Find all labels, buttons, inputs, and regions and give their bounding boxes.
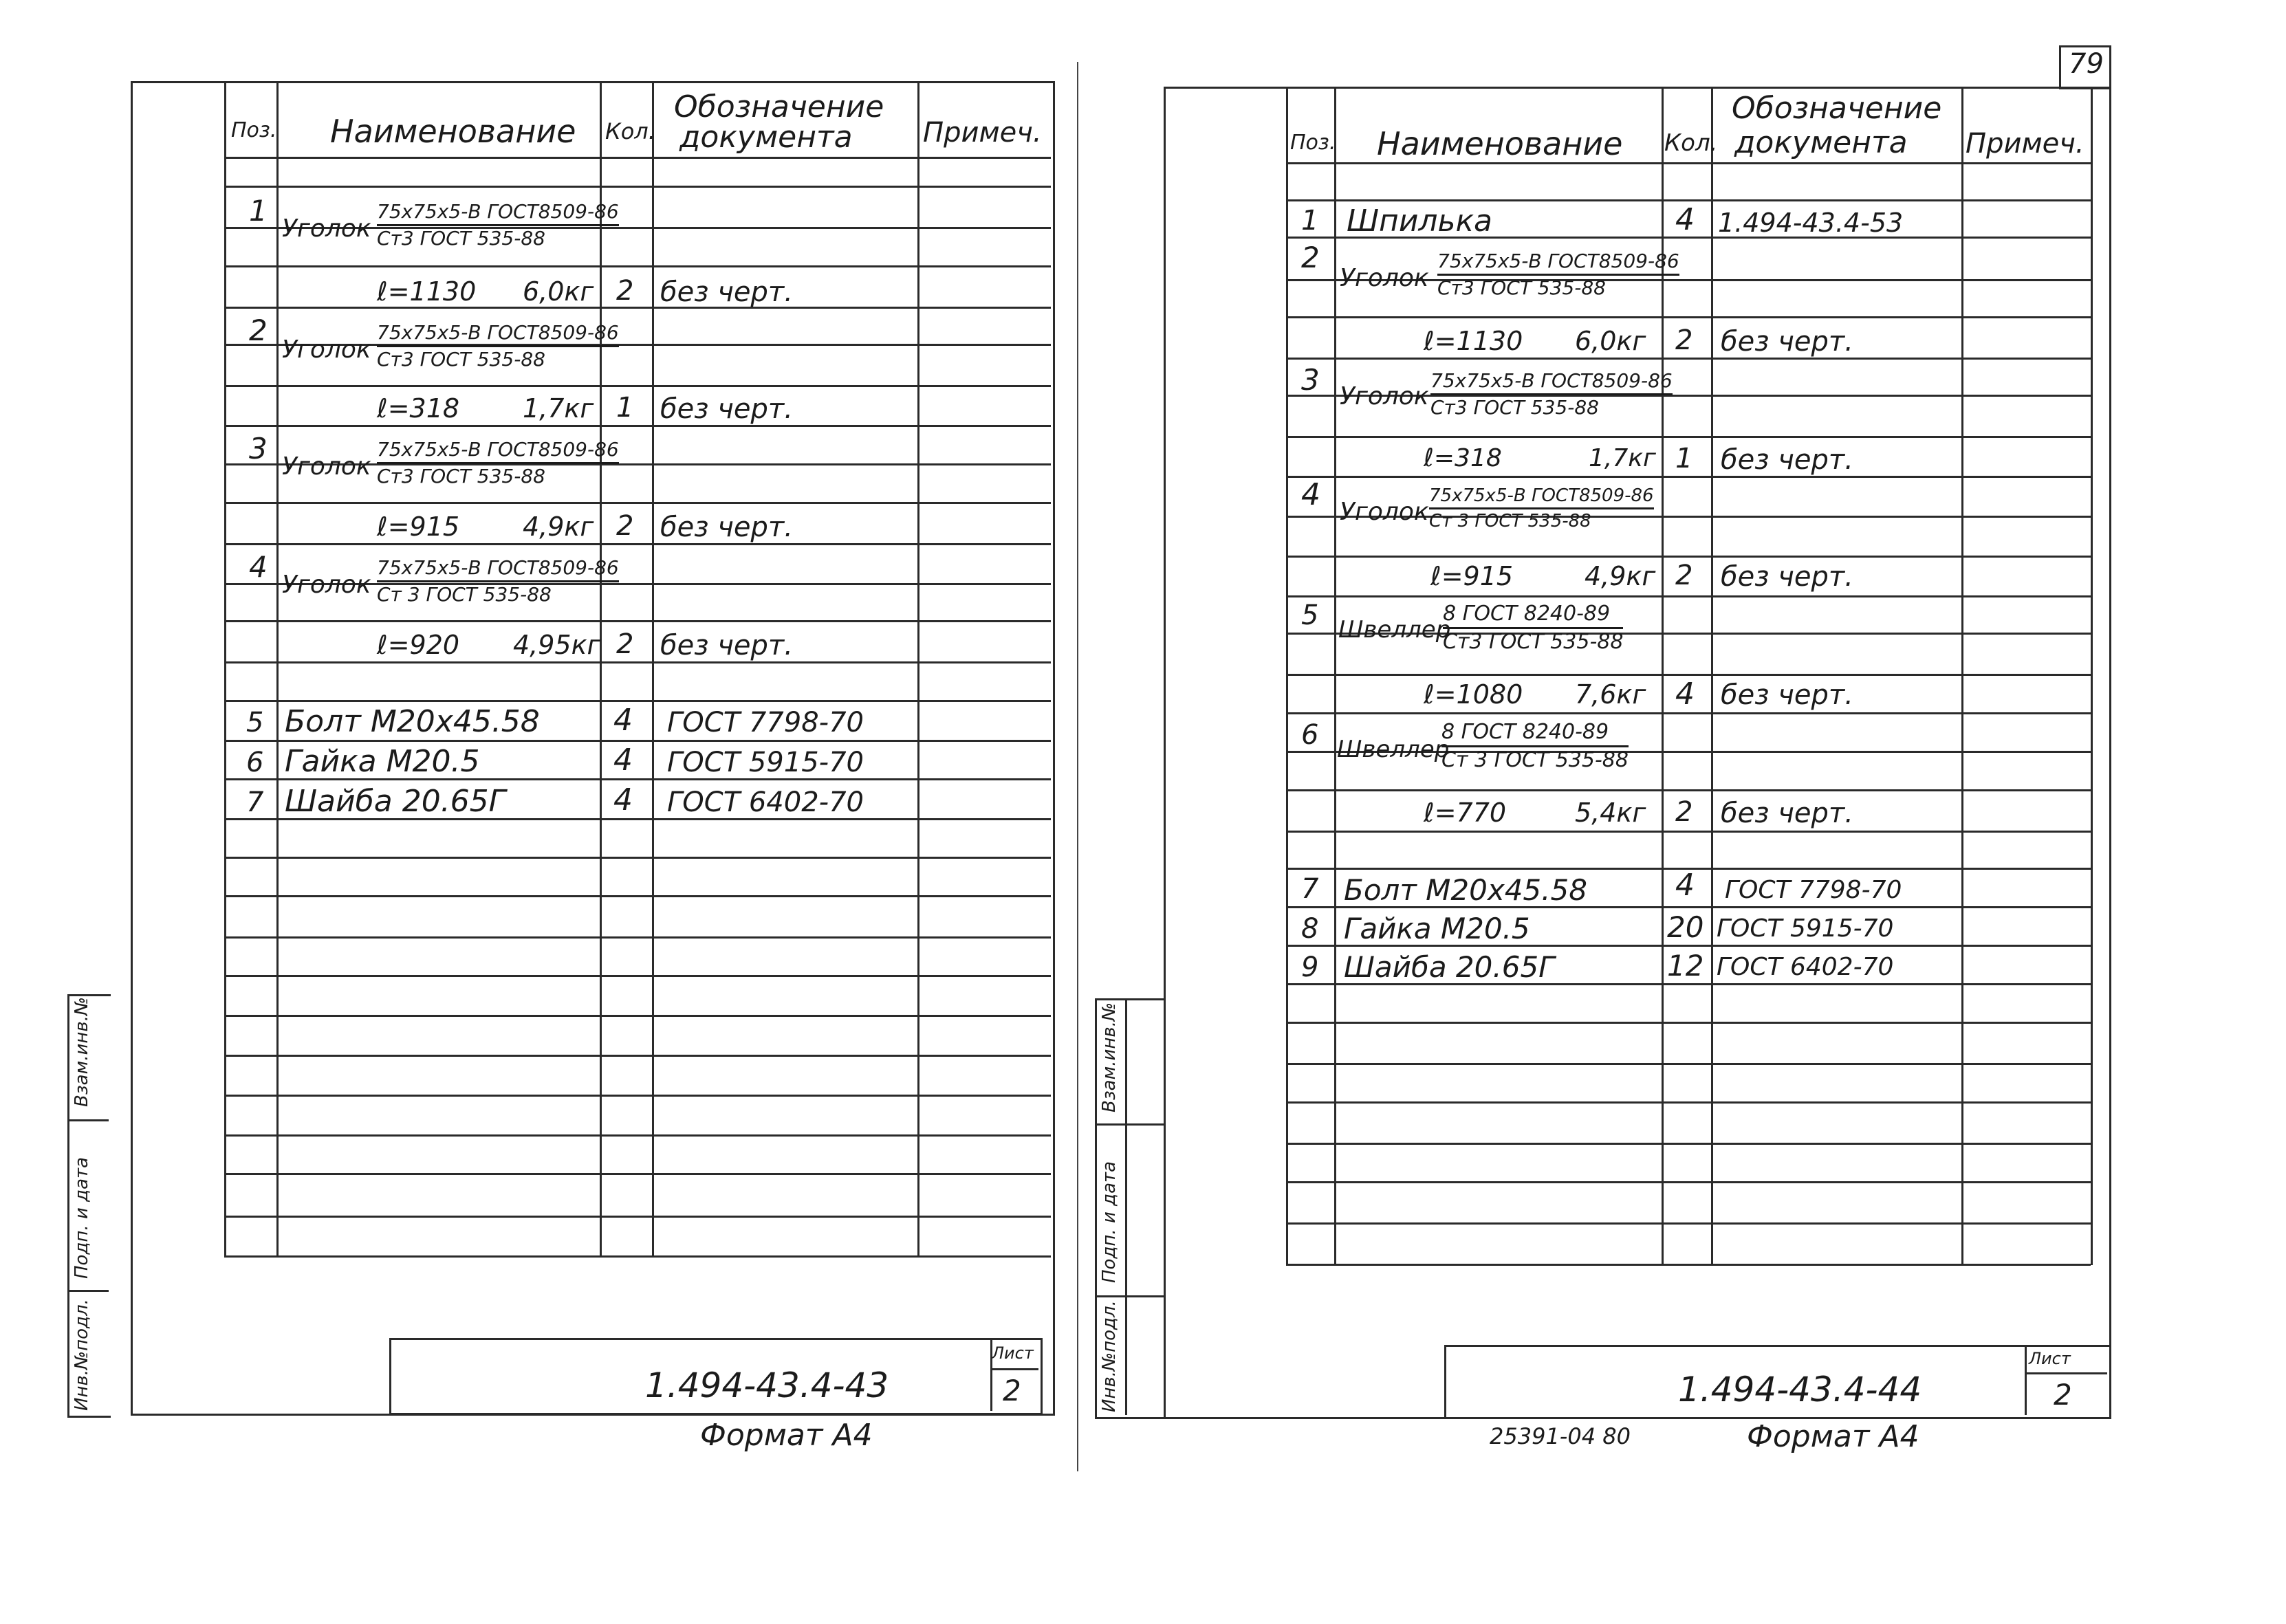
- left-header-pos: Поз.: [231, 118, 277, 142]
- pos-number: 8: [1301, 913, 1319, 945]
- right-row-line: [1286, 556, 2091, 558]
- left-row-line: [224, 857, 1051, 859]
- document-ref: ГОСТ 5915-70: [1717, 914, 1894, 943]
- document-ref: ГОСТ 7798-70: [667, 707, 864, 738]
- left-row-line: [224, 1095, 1051, 1097]
- item-fraction: [377, 202, 619, 248]
- profile-spec: 8 ГОСТ 8240-89: [1441, 722, 1629, 747]
- left-header-name: Наименование: [330, 113, 576, 150]
- item-name: Уголок: [1340, 498, 1429, 526]
- item-name: Уголок: [282, 571, 371, 599]
- document-ref: без черт.: [660, 512, 793, 543]
- right-side-strip-divider: [1095, 1123, 1164, 1126]
- right-col-line: [2091, 87, 2093, 1265]
- left-col-line: [652, 81, 654, 1257]
- left-side-orig-label: Инв.№подл.: [72, 1299, 92, 1411]
- mass: 6,0кг: [1575, 326, 1646, 356]
- left-header-note: Примеч.: [923, 117, 1042, 149]
- item-name: Уголок: [282, 215, 371, 243]
- right-sheet-number: 2: [2054, 1378, 2072, 1412]
- left-side-inv-label: Взам.инв.№: [72, 997, 92, 1107]
- pos-number: 5: [246, 707, 264, 738]
- item-name: Уголок: [1340, 382, 1429, 410]
- right-side-strip-divider: [1095, 1295, 1164, 1297]
- item-fraction: [1429, 487, 1654, 530]
- right-row-line: [1286, 199, 2091, 201]
- pos-number: 6: [1301, 719, 1319, 751]
- item-name: Болт М20х45.58: [1344, 873, 1587, 907]
- item-name: Шпилька: [1347, 204, 1493, 239]
- steel-grade: Ст3 ГОСТ 535-88: [377, 465, 545, 487]
- right-row-line: [1286, 1101, 2091, 1104]
- right-row-line: [1286, 162, 2091, 164]
- item-name: Швеллер: [1337, 736, 1450, 763]
- pos-number: 7: [246, 787, 264, 818]
- left-row-line: [224, 502, 1051, 504]
- quantity: 1: [1675, 443, 1693, 474]
- right-header-qty: Кол.: [1664, 129, 1718, 157]
- mass: 4,9кг: [1585, 561, 1656, 591]
- mass: 4,9кг: [523, 512, 594, 542]
- document-ref: без черт.: [1721, 679, 1853, 711]
- quantity: 2: [1675, 796, 1693, 828]
- right-row-line: [1286, 789, 2091, 791]
- document-ref: без черт.: [1721, 561, 1853, 593]
- item-fraction: [1430, 371, 1673, 417]
- right-header-name: Наименование: [1377, 125, 1623, 162]
- page-number: 79: [2069, 48, 2104, 80]
- document-ref: ГОСТ 6402-70: [1717, 953, 1894, 981]
- left-row-line: [224, 1134, 1051, 1137]
- right-header-pos: Поз.: [1290, 131, 1336, 155]
- document-ref: ГОСТ 6402-70: [667, 787, 864, 818]
- steel-grade: Ст3 ГОСТ 535-88: [1437, 276, 1606, 299]
- length: ℓ=920: [377, 630, 460, 660]
- steel-grade: Ст3 ГОСТ 535-88: [1443, 630, 1624, 654]
- left-row-line: [224, 307, 1051, 309]
- left-row-line: [224, 1173, 1051, 1175]
- steel-grade: Ст 3 ГОСТ 535-88: [1429, 511, 1591, 531]
- document-ref: без черт.: [1721, 444, 1853, 476]
- length: ℓ=915: [1430, 561, 1514, 591]
- left-row-line: [224, 543, 1051, 545]
- profile-spec: 75х75х5-В ГОСТ8509-86: [1437, 252, 1679, 276]
- left-col-line: [276, 81, 279, 1257]
- right-row-line: [1286, 1222, 2091, 1225]
- profile-spec: 75х75х5-В ГОСТ8509-86: [377, 440, 619, 464]
- right-row-line: [1286, 436, 2091, 438]
- document-ref: ГОСТ 5915-70: [667, 747, 864, 778]
- right-sheet-label: Лист: [2029, 1349, 2071, 1368]
- pos-number: 3: [1301, 363, 1320, 397]
- left-row-line: [224, 265, 1051, 267]
- quantity: 12: [1667, 949, 1704, 983]
- left-row-line: [224, 1015, 1051, 1017]
- quantity: 4: [613, 743, 633, 778]
- right-col-line: [1334, 87, 1336, 1265]
- item-name: Шайба 20.65Г: [1344, 950, 1555, 984]
- mass: 5,4кг: [1575, 798, 1646, 828]
- left-row-line: [224, 975, 1051, 977]
- pos-number: 1: [249, 194, 268, 228]
- right-row-line: [1286, 1063, 2091, 1065]
- mass: 1,7кг: [1589, 444, 1656, 472]
- fold-line: [1077, 62, 1078, 1471]
- item-fraction: [1441, 722, 1629, 771]
- profile-spec: 75х75х5-В ГОСТ8509-86: [377, 558, 619, 582]
- pos-number: 6: [246, 747, 264, 778]
- document-ref: 1.494-43.4-53: [1718, 208, 1904, 238]
- right-sheet-divider-h: [2025, 1372, 2107, 1374]
- left-row-line: [224, 740, 1051, 742]
- right-archive-number: 25391-04 80: [1490, 1423, 1631, 1449]
- left-header-doc-2: документа: [679, 120, 853, 155]
- document-ref: ГОСТ 7798-70: [1725, 876, 1902, 904]
- right-row-line: [1286, 712, 2091, 714]
- right-table-bottom: [1286, 1264, 2091, 1266]
- document-ref: без черт.: [660, 630, 793, 661]
- left-side-sign-label: Подп. и дата: [72, 1156, 92, 1279]
- quantity: 4: [1675, 868, 1695, 903]
- left-side-strip-divider: [67, 1290, 109, 1292]
- steel-grade: Ст 3 ГОСТ 535-88: [377, 583, 552, 606]
- profile-spec: 75х75х5-В ГОСТ8509-86: [1429, 487, 1654, 509]
- pos-number: 2: [249, 314, 268, 347]
- document-ref: без черт.: [1721, 798, 1853, 829]
- profile-spec: 75х75х5-В ГОСТ8509-86: [377, 323, 619, 347]
- left-side-strip-divider: [67, 1119, 109, 1121]
- mass: 1,7кг: [523, 393, 594, 424]
- item-fraction: [377, 440, 619, 486]
- length: ℓ=770: [1424, 798, 1507, 828]
- right-format: Формат А4: [1747, 1419, 1919, 1454]
- left-designation: 1.494-43.4-43: [645, 1365, 889, 1405]
- right-header-note: Примеч.: [1966, 128, 2084, 160]
- right-side-inv-orig-label: Инв.№подл.: [1099, 1300, 1120, 1412]
- steel-grade: Ст3 ГОСТ 535-88: [377, 348, 545, 371]
- left-header-qty: Кол.: [605, 118, 655, 144]
- document-ref: без черт.: [660, 393, 793, 425]
- left-row-line: [224, 425, 1051, 427]
- left-header-doc-1: Обозначение: [674, 89, 884, 124]
- right-header-doc-2: документа: [1734, 125, 1908, 160]
- left-sheet-number: 2: [1003, 1374, 1021, 1407]
- document-ref: без черт.: [1721, 326, 1853, 358]
- quantity: 20: [1667, 910, 1704, 944]
- pos-number: 5: [1301, 600, 1319, 631]
- left-row-line: [224, 620, 1051, 622]
- length: ℓ=1080: [1424, 679, 1523, 710]
- left-col-line: [600, 81, 602, 1257]
- right-row-line: [1286, 595, 2091, 597]
- item-name: Гайка М20.5: [1344, 912, 1530, 945]
- document-ref: без черт.: [660, 276, 793, 308]
- profile-spec: 75х75х5-В ГОСТ8509-86: [1430, 371, 1673, 395]
- quantity: 2: [616, 510, 634, 542]
- left-row-line: [224, 1216, 1051, 1218]
- quantity: 4: [1675, 202, 1695, 237]
- item-fraction: [377, 558, 619, 604]
- right-row-line: [1286, 476, 2091, 478]
- right-row-line: [1286, 1143, 2091, 1145]
- left-row-line: [224, 1055, 1051, 1057]
- quantity: 2: [1675, 325, 1693, 356]
- pos-number: 1: [1301, 205, 1319, 237]
- right-designation: 1.494-43.4-44: [1678, 1370, 1922, 1409]
- left-col-line: [224, 81, 226, 1257]
- right-row-line: [1286, 316, 2091, 318]
- quantity: 2: [616, 628, 634, 660]
- profile-spec: 75х75х5-В ГОСТ8509-86: [377, 202, 619, 226]
- left-row-line: [224, 186, 1051, 188]
- left-format: Формат А4: [700, 1418, 873, 1453]
- mass: 4,95кг: [513, 630, 601, 660]
- steel-grade: Ст 3 ГОСТ 535-88: [1441, 748, 1629, 772]
- item-fraction: [1437, 252, 1679, 298]
- quantity: 4: [1675, 677, 1695, 712]
- left-row-line: [224, 157, 1051, 159]
- item-fraction: [1443, 604, 1623, 652]
- pos-number: 4: [249, 550, 268, 584]
- right-side-inv-repl-label: Взам.инв.№: [1099, 1002, 1120, 1112]
- mass: 7,6кг: [1575, 679, 1646, 710]
- length: ℓ=915: [377, 512, 460, 542]
- right-col-line: [1286, 87, 1288, 1265]
- item-name: Уголок: [1340, 264, 1429, 292]
- item-name: Швеллер: [1338, 616, 1451, 644]
- right-row-line: [1286, 1181, 2091, 1183]
- mass: 6,0кг: [523, 276, 594, 307]
- right-row-line: [1286, 358, 2091, 360]
- quantity: 2: [616, 275, 634, 307]
- left-row-line: [224, 936, 1051, 939]
- left-table-bottom: [224, 1255, 1051, 1258]
- right-col-line: [1711, 87, 1713, 1265]
- item-name: Шайба 20.65Г: [285, 784, 506, 819]
- pos-number: 9: [1301, 952, 1319, 983]
- item-fraction: [377, 323, 619, 369]
- length: ℓ=318: [377, 393, 460, 424]
- right-sheet-divider: [2025, 1345, 2027, 1415]
- quantity: 4: [613, 782, 633, 818]
- right-side-strip-divider: [1125, 998, 1127, 1415]
- quantity: 2: [1675, 560, 1693, 591]
- left-row-line: [224, 895, 1051, 897]
- right-row-line: [1286, 674, 2091, 676]
- right-row-line: [1286, 831, 2091, 833]
- length: ℓ=1130: [1424, 326, 1523, 356]
- left-sheet-label: Лист: [992, 1343, 1034, 1363]
- item-name: Уголок: [282, 336, 371, 364]
- left-row-line: [224, 661, 1051, 663]
- steel-grade: Ст3 ГОСТ 535-88: [377, 227, 545, 250]
- length: ℓ=1130: [377, 276, 477, 307]
- pos-number: 3: [249, 432, 268, 465]
- pos-number: 7: [1301, 873, 1319, 905]
- quantity: 1: [616, 392, 634, 424]
- right-col-line: [1961, 87, 1963, 1265]
- item-name: Гайка М20.5: [285, 744, 480, 779]
- steel-grade: Ст3 ГОСТ 535-88: [1430, 396, 1599, 419]
- right-side-sign-label: Подп. и дата: [1099, 1161, 1120, 1283]
- left-row-line: [224, 700, 1051, 702]
- quantity: 4: [613, 703, 633, 738]
- length: ℓ=318: [1424, 444, 1502, 472]
- left-col-line: [917, 81, 919, 1257]
- left-row-line: [224, 385, 1051, 387]
- right-row-line: [1286, 1022, 2091, 1024]
- left-sheet-divider-h: [990, 1368, 1038, 1370]
- profile-spec: 8 ГОСТ 8240-89: [1443, 604, 1623, 629]
- pos-number: 2: [1301, 241, 1320, 274]
- item-name: Уголок: [282, 452, 371, 481]
- pos-number: 4: [1301, 477, 1320, 512]
- item-name: Болт М20х45.58: [285, 704, 540, 739]
- right-header-doc-1: Обозначение: [1732, 91, 1942, 126]
